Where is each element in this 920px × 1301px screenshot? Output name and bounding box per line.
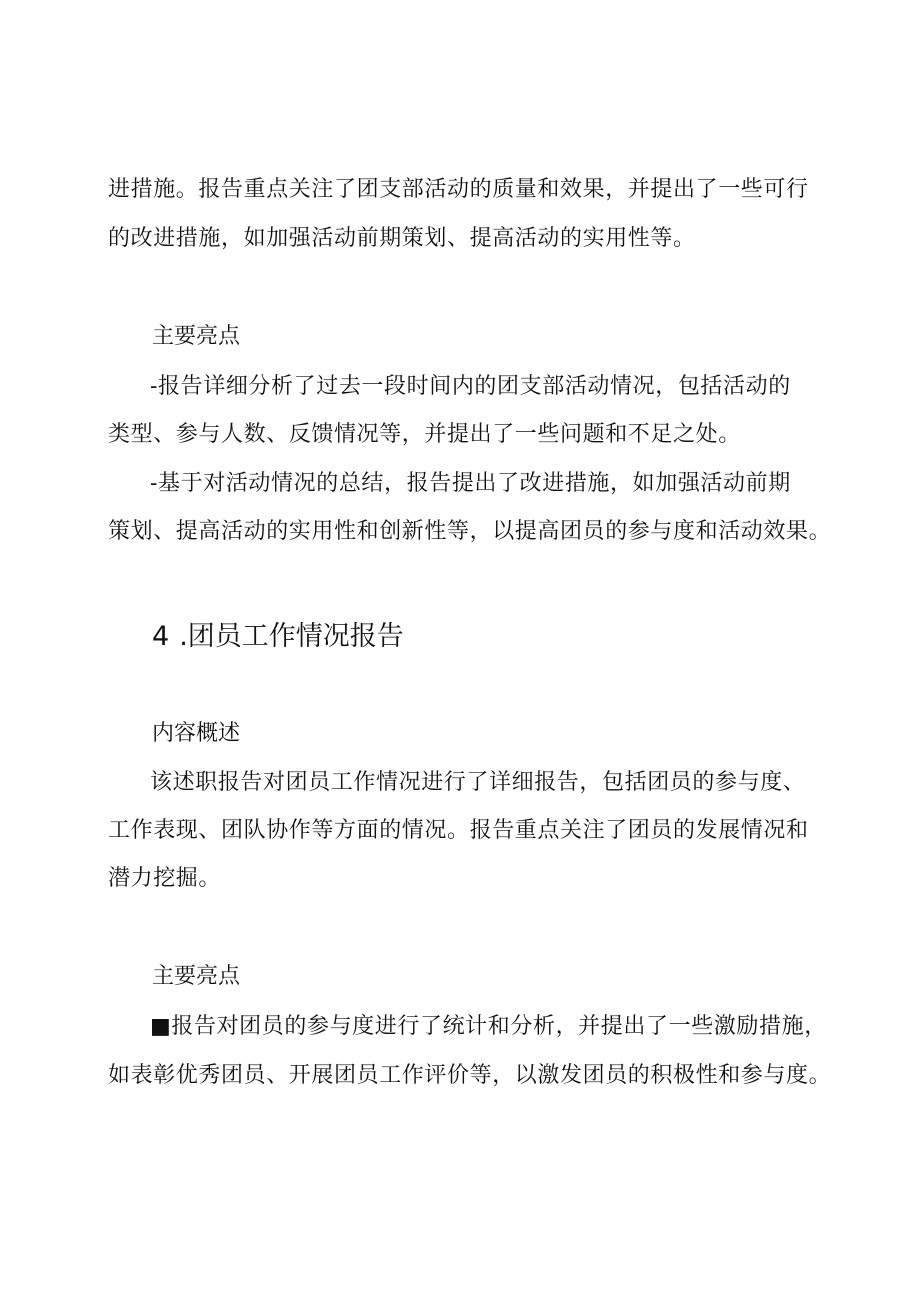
highlight-1-line-1: -报告详细分析了过去一段时间内的团支部活动情况，包括活动的 (150, 374, 791, 399)
highlights-heading-2: 主要亮点 (152, 964, 241, 989)
overview-line-1: 该述职报告对团员工作情况进行了详细报告，包括团员的参与度、 (150, 770, 806, 795)
section-title: .团员工作情况报告 (179, 621, 404, 652)
highlight-2-line-1: -基于对活动情况的总结，报告提出了改进措施，如加强活动前期 (150, 471, 791, 496)
overview-heading: 内容概述 (152, 721, 241, 746)
summary-line-2: 的改进措施，如加强活动前期策划、提高活动的实用性等。 (108, 226, 696, 251)
section-4-heading (152, 619, 404, 655)
highlight-2-line-2: 策划、提高活动的实用性和创新性等，以提高团员的参与度和活动效果。 (108, 519, 832, 544)
highlight-1-line-2: 类型、参与人数、反馈情况等，并提出了一些问题和不足之处。 (108, 422, 741, 447)
summary-line-1: 进措施。报告重点关注了团支部活动的质量和效果，并提出了一些可行 (108, 177, 809, 202)
overview-line-2: 工作表现、团队协作等方面的情况。报告重点关注了团员的发展情况和 (108, 818, 809, 843)
overview-line-3: 潜力挖掘。 (108, 866, 222, 891)
section4-highlight-1-line-1: ■报告对团员的参与度进行了统计和分析，并提出了一些激励措施， (150, 1014, 827, 1039)
section4-highlight-1-line-2: 如表彰优秀团员、开展团员工作评价等，以激发团员的积极性和参与度。 (108, 1063, 832, 1088)
highlights-heading: 主要亮点 (152, 324, 241, 349)
section-number: 4 (152, 621, 170, 652)
